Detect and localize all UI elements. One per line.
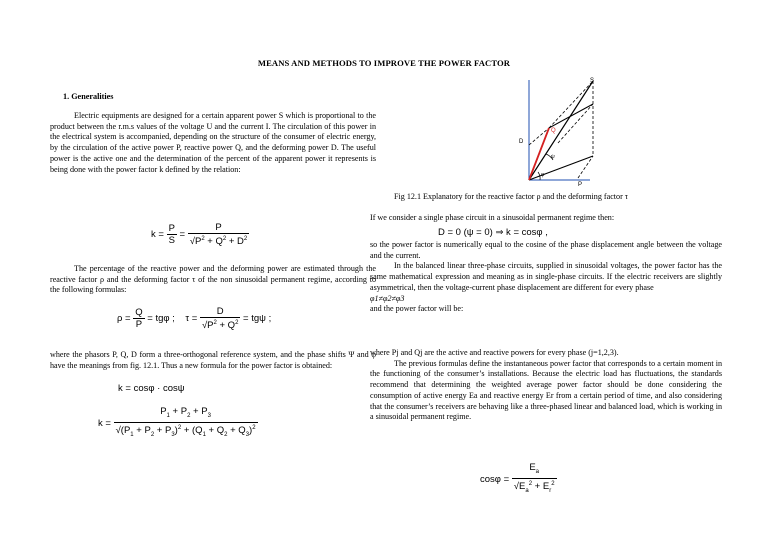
left-para-1-text: Electric equipments are designed for a certain apparent power S which is proportional to the product between the r.m.s values of the voltage U and the current I. The circulation of this power in the electrical system is accompanied, depending on the structure of the consumer of electric energy, by the circulation of the active power P, reactive power Q, and the deforming power D. The useful power is the active one and the determination of the percent of the apparent power it represents is being done with the power factor k defined by the relation:	[50, 111, 376, 174]
eq-rho-tau: ρ = $\frac{Q}{P}$ = tgφ ; τ = $\frac{D}{√P^2 + Q^2}$ = tgψ ;	[117, 306, 272, 332]
right-para-5	[370, 348, 722, 423]
label-psi: ψ	[551, 154, 555, 160]
page-title: MEANS AND METHODS TO IMPROVE THE POWER FACTOR	[257, 58, 511, 68]
phase-inequality: φ1≠φ2≠φ3	[370, 293, 405, 303]
label-phi: φ	[541, 172, 545, 178]
right-para-1-text: If we consider a single phase circuit in a sinusoidal permanent regime then:	[370, 213, 615, 222]
vector-s	[529, 81, 593, 180]
left-para-2-text: The percentage of the reactive power and the deforming power are estimated through the reactive factor ρ and the deforming factor τ of the non sinusoidal permanent regime, according to the following formulas:	[50, 264, 376, 295]
equation-k-cos: k = cosφ · cosψ	[118, 383, 185, 394]
equation-rho-tau	[117, 306, 271, 331]
label-d: D	[519, 139, 524, 145]
equation-k-three-phase: k = $\frac{P_1 + P_2 + P_3}{√(P_1 + P_2 + P_3)^2 + (Q_1 + Q_2 + Q_3)^2}$	[98, 406, 256, 438]
figure-12-1	[440, 68, 620, 188]
dashed-line	[549, 81, 593, 128]
dashed-line	[558, 104, 593, 143]
left-para-3	[50, 350, 376, 371]
left-para-3-text: where the phasors P, Q, D form a three-orthogonal reference system, and the phase shifts Ψ and φ have the meanings from fig. 12.1. Thus a new formula for the power factor is obtained:	[50, 350, 376, 370]
section-heading: 1. Generalities	[63, 92, 114, 101]
left-para-1	[50, 111, 376, 175]
left-para-2	[50, 264, 376, 296]
eq-k-definition: k = $\frac{P}{S}$ = $\frac{P}{√P^2 + Q^2 + D^2}$	[151, 222, 248, 248]
label-p: P	[578, 182, 583, 188]
right-para-2	[370, 240, 722, 315]
vector-diagonal	[529, 156, 593, 180]
equation-k-definition	[151, 222, 249, 247]
right-para-5-text: where Pj and Qj are the active and reactive powers for every phase (j=1,2,3).	[370, 348, 619, 357]
right-para-2-text: so the power factor is numerically equal to the cosine of the phase displacement angle between the voltage and the current.	[370, 240, 722, 260]
equation-cos-energy: cosφ = $\frac{E_a}{√E_a^2 + E_r^2}$	[480, 462, 555, 494]
right-para-4-text: and the power factor will be:	[370, 304, 464, 314]
right-para-3-text: In the balanced linear three-phase circuits, supplied in sinusoidal voltages, the power factor has the same mathematical expression and meaning as in single-phase circuits. If the electric receivers are slightly asymmetrical, then the voltage-current phase displacement are different for every phase	[370, 261, 722, 292]
figure-caption: Fig 12.1 Explanatory for the reactive factor ρ and the deforming factor τ	[394, 192, 629, 201]
right-para-1	[370, 213, 722, 224]
right-para-6-text: The previous formulas define the instantaneous power factor that corresponds to a certain moment in the functioning of the consumer’s installations. Because the electric load has fluctuations, the standards recommend that determining the weighted average power factor should be done considering the consumption of active energy Ea and reactive energy Er from a certain period of time, and also considering that the consumer’s receivers are behaving like a three-phased linear and balanced load, which is working in a sinusoidal permanent regime.	[370, 358, 722, 422]
equation-single-phase: D = 0 (ψ = 0) ⇒ k = cosφ ,	[438, 227, 548, 238]
vector-upper	[549, 104, 593, 128]
label-s: S	[590, 78, 595, 84]
label-q: Q	[551, 128, 556, 134]
